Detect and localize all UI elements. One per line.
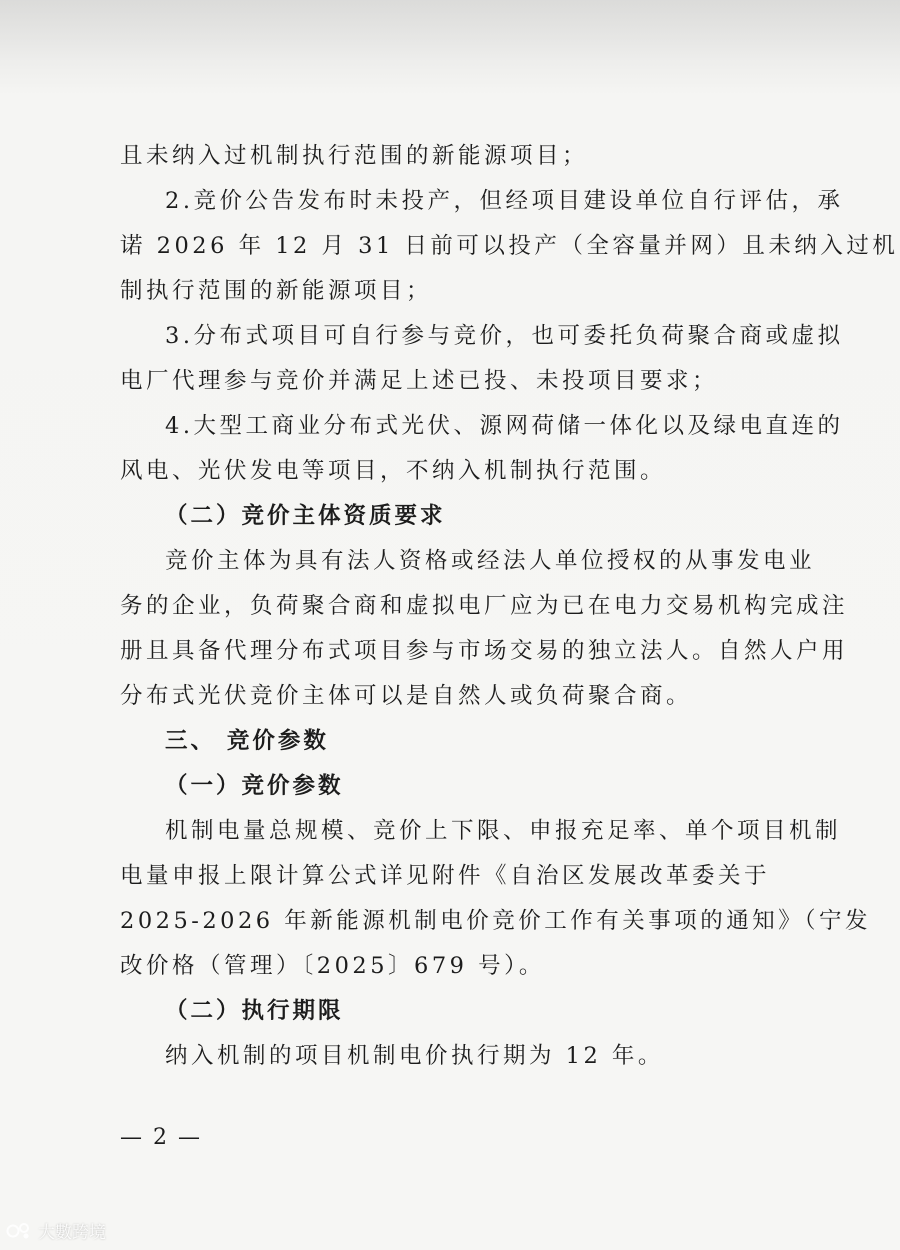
section-heading: （二）竞价主体资质要求 [165, 503, 446, 529]
paragraph-line: 电厂代理参与竞价并满足上述已投、未投项目要求； [120, 368, 719, 394]
subsection-heading: （一）竞价参数 [165, 773, 344, 799]
paragraph-line: 竞价主体为具有法人资格或经法人单位授权的从事发电业 [165, 548, 816, 574]
paragraph-line: 且未纳入过机制执行范围的新能源项目； [120, 143, 589, 169]
paragraph-line: 机制电量总规模、竞价上下限、申报充足率、单个项目机制 [165, 818, 842, 844]
paragraph-line: 电量申报上限计算公式详见附件《自治区发展改革委关于 [120, 863, 771, 889]
paragraph-line: 册且具备代理分布式项目参与市场交易的独立法人。自然人户用 [120, 638, 849, 664]
page-number: — 2 — [120, 1125, 202, 1150]
watermark-logo-icon [6, 1221, 32, 1241]
watermark [6, 1218, 106, 1243]
paragraph-line: 分布式光伏竞价主体可以是自然人或负荷聚合商。 [120, 683, 693, 709]
scan-bleed-through [0, 0, 900, 95]
paragraph-line: 2.竞价公告发布时未投产，但经项目建设单位自行评估，承 [165, 188, 844, 214]
paragraph-line: 制执行范围的新能源项目； [120, 278, 433, 304]
paragraph-line: 纳入机制的项目机制电价执行期为 12 年。 [165, 1043, 664, 1069]
watermark-text: 大數跨境 [38, 1223, 106, 1243]
paragraph-line: 务的企业，负荷聚合商和虚拟电厂应为已在电力交易机构完成注 [120, 593, 849, 619]
paragraph-line: 诺 2026 年 12 月 31 日前可以投产（全容量并网）且未纳入过机 [120, 233, 899, 259]
document-body [120, 138, 899, 1083]
paragraph-line: 风电、光伏发电等项目，不纳入机制执行范围。 [120, 458, 667, 484]
paragraph-line: 2025-2026 年新能源机制电价竞价工作有关事项的通知》（宁发 [120, 908, 872, 934]
paragraph-line: 改价格（管理）〔2025〕679 号）。 [120, 953, 545, 979]
section-heading: 三、 竞价参数 [165, 728, 329, 754]
paragraph-line: 3.分布式项目可自行参与竞价，也可委托负荷聚合商或虚拟 [165, 323, 844, 349]
paragraph-line: 4.大型工商业分布式光伏、源网荷储一体化以及绿电直连的 [165, 413, 844, 439]
subsection-heading: （二）执行期限 [165, 998, 344, 1024]
